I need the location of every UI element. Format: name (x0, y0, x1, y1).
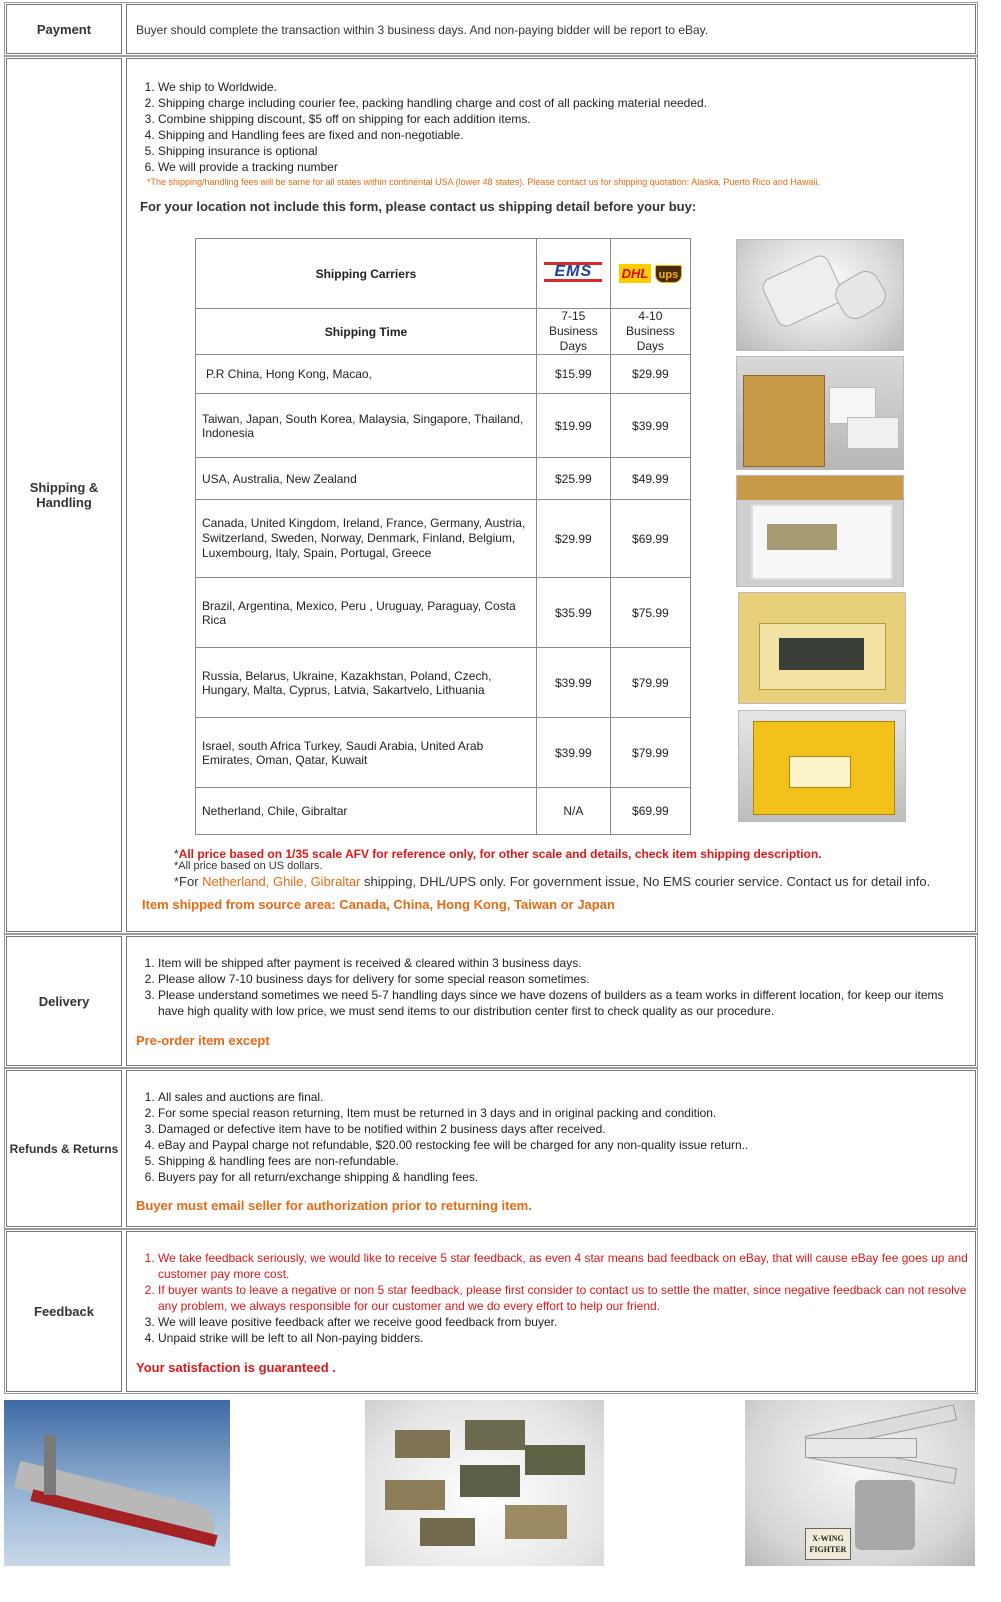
payment-label: Payment (6, 4, 122, 54)
ems-price: $39.99 (536, 718, 610, 788)
packaging-photo-wrapped-model (736, 239, 904, 351)
xwing-placard-line-1: X-WING (812, 1534, 844, 1543)
bubble-wrap-shape (759, 252, 846, 330)
refunds-note: Buyer must email seller for authorization prior to returning item. (136, 1198, 532, 1213)
packaging-photo-open-box (736, 356, 904, 470)
packaging-photo-sealed-box (738, 710, 906, 822)
refunds-label: Refunds & Returns (6, 1070, 122, 1227)
tanks-model-image (365, 1400, 604, 1566)
shipping-table (195, 238, 691, 835)
ems-logo (544, 260, 602, 284)
packaging-photo-box-inner (738, 592, 906, 704)
model-shape (779, 638, 864, 670)
dhl-price: $49.99 (610, 458, 690, 500)
ups-logo-text: ups (658, 268, 679, 281)
refunds-content (126, 1070, 976, 1227)
ems-price: $15.99 (536, 355, 610, 394)
ems-price: N/A (536, 788, 610, 835)
feedback-content (126, 1231, 976, 1392)
shipping-section (4, 56, 978, 934)
ems-price: $29.99 (536, 500, 610, 578)
xwing-placard-line-2: FIGHTER (809, 1545, 847, 1554)
shipping-time-header: Shipping Time (196, 309, 537, 355)
shipping-label: Shipping & Handling (6, 58, 122, 932)
model-shape (767, 524, 837, 550)
region-cell: Russia, Belarus, Ukraine, Kazakhstan, Poland, Czech, Hungary, Malta, Cyprus, Latvia, Sakartvelo, Lithuania (196, 648, 537, 718)
ems-price: $35.99 (536, 578, 610, 648)
region-cell: Brazil, Argentina, Mexico, Peru , Uruguay, Paraguay, Costa Rica (196, 578, 537, 648)
footnote-3-suffix: shipping, DHL/UPS only. For government issue, No EMS courier service. Contact us for detail info. (360, 874, 931, 889)
list-item: 5. Shipping & handling fees are non-refundable. (158, 1153, 965, 1169)
footnote-3 (174, 874, 930, 889)
list-item: 3. Damaged or defective item have to be notified within 2 business days after received. (158, 1121, 965, 1137)
region-cell: Israel, south Africa Turkey, Saudi Arabia, United Arab Emirates, Oman, Qatar, Kuwait (196, 718, 537, 788)
list-item: 1. We take feedback seriously, we would like to receive 5 star feedback, as even 4 star means bad feedback on eBay, that will cause eBay fee goes up and customer pay more cost. (158, 1250, 971, 1282)
list-item: 1. Item will be shipped after payment is received & cleared within 3 business days. (158, 955, 965, 971)
ems-price: $39.99 (536, 648, 610, 718)
list-item: 2. Please allow 7-10 business days for delivery for some special reason sometimes. (158, 971, 965, 987)
list-item: 3. We will leave positive feedback after we receive good feedback from buyer. (158, 1314, 971, 1330)
dhl-price: $75.99 (610, 578, 690, 648)
footnote-1-text: All price based on 1/35 scale AFV for reference only, for other scale and details, check item shipping description. (178, 847, 822, 861)
footnote-2: *All price based on US dollars. (174, 860, 323, 872)
delivery-list (136, 955, 965, 1019)
delivery-note: Pre-order item except (136, 1033, 270, 1048)
dhl-price: $69.99 (610, 500, 690, 578)
feedback-label: Feedback (6, 1231, 122, 1392)
region-cell: P.R China, Hong Kong, Macao, (196, 355, 537, 394)
list-item: 6. We will provide a tracking number (158, 159, 707, 175)
shipping-list (136, 79, 707, 175)
packaging-photo-foam-box (736, 475, 904, 587)
feedback-list (136, 1250, 971, 1346)
list-item: 5. Shipping insurance is optional (158, 143, 707, 159)
payment-section (4, 2, 978, 56)
footnote-3-highlight: Netherland, Ghile, Gibraltar (202, 874, 361, 889)
source-area: Item shipped from source area: Canada, China, Hong Kong, Taiwan or Japan (142, 897, 615, 912)
tank-shape (525, 1445, 585, 1475)
table-row (196, 458, 691, 500)
bubble-wrap-shape (830, 266, 891, 324)
delivery-content (126, 936, 976, 1066)
delivery-label: Delivery (6, 936, 122, 1066)
tank-shape (420, 1518, 475, 1546)
tank-shape (395, 1430, 450, 1458)
list-item: 4. Shipping and Handling fees are fixed and non-negotiable. (158, 127, 707, 143)
feedback-section (4, 1229, 978, 1394)
table-row (196, 578, 691, 648)
list-item: 3. Please understand sometimes we need 5-7 handling days since we have dozens of builders as a team works in different location, for keep our items have high quality with low price, we must send items to our distribution center first to check quality as our procedure. (158, 987, 965, 1019)
xwing-placard (805, 1528, 851, 1560)
table-row (196, 648, 691, 718)
xwing-model-image (745, 1400, 975, 1566)
label-shape (789, 756, 851, 788)
tank-shape (385, 1480, 445, 1510)
region-cell: Netherland, Chile, Gibraltar (196, 788, 537, 835)
contact-line: For your location not include this form, please contact us shipping detail before your buy: (140, 199, 697, 214)
list-item: 6. Buyers pay for all return/exchange shipping & handling fees. (158, 1169, 965, 1185)
tank-shape (460, 1465, 520, 1497)
dhl-ups-logo-cell (610, 239, 690, 309)
battleship-model-image (4, 1400, 230, 1566)
dhl-time: 4-10 Business Days (610, 309, 690, 355)
delivery-section (4, 934, 978, 1068)
ups-logo (655, 265, 683, 283)
dhl-logo-text: DHL (621, 266, 649, 281)
dhl-price: $69.99 (610, 788, 690, 835)
table-row (196, 394, 691, 458)
table-row (196, 718, 691, 788)
payment-content (126, 4, 976, 54)
ems-price: $25.99 (536, 458, 610, 500)
refunds-section (4, 1068, 978, 1229)
table-row (196, 500, 691, 578)
list-item: 4. Unpaid strike will be left to all Non-paying bidders. (158, 1330, 971, 1346)
dhl-price: $79.99 (610, 718, 690, 788)
xwing-stand (855, 1480, 915, 1550)
feedback-note: Your satisfaction is guaranteed . (136, 1360, 336, 1375)
dhl-price: $79.99 (610, 648, 690, 718)
dhl-logo (619, 264, 652, 283)
tank-shape (465, 1420, 525, 1450)
carriers-header: Shipping Carriers (196, 239, 537, 309)
ems-price: $19.99 (536, 394, 610, 458)
list-item: 3. Combine shipping discount, $5 off on shipping for each addition items. (158, 111, 707, 127)
footnote-1 (174, 847, 822, 861)
list-item: 4. eBay and Paypal charge not refundable, $20.00 restocking fee will be charged for any non-quality issue return.. (158, 1137, 965, 1153)
region-cell: Taiwan, Japan, South Korea, Malaysia, Singapore, Thailand, Indonesia (196, 394, 537, 458)
shipping-note: *The shipping/handling fees will be same for all states within continental USA (lower 48 states). Please contact us for shipping quotation: Alaska, Puerto Rico and Hawaii. (147, 177, 820, 187)
payment-text: Buyer should complete the transaction within 3 business days. And non-paying bidder will be report to eBay. (136, 23, 709, 37)
ship-superstructure (44, 1435, 56, 1495)
list-item: 1. We ship to Worldwide. (158, 79, 707, 95)
table-row (196, 788, 691, 835)
dhl-price: $29.99 (610, 355, 690, 394)
list-item: 2. If buyer wants to leave a negative or non 5 star feedback, please first consider to contact us to settle the matter, since negative feedback can not resolve any problem, we always responsible for our customer and we do every effort to help our friend. (158, 1282, 971, 1314)
footnote-1-prefix: * (174, 847, 179, 861)
list-item: 1. All sales and auctions are final. (158, 1089, 965, 1105)
list-item: 2. For some special reason returning, Item must be returned in 3 days and in original packing and condition. (158, 1105, 965, 1121)
region-cell: USA, Australia, New Zealand (196, 458, 537, 500)
dhl-price: $39.99 (610, 394, 690, 458)
table-row (196, 355, 691, 394)
ems-logo-text: EMS (554, 263, 593, 280)
shipping-content (126, 58, 976, 932)
ems-time: 7-15 Business Days (536, 309, 610, 355)
xwing-fuselage (805, 1438, 917, 1458)
box-shape (743, 375, 825, 467)
tank-shape (505, 1505, 567, 1539)
list-item: 2. Shipping charge including courier fee, packing handling charge and cost of all packing material needed. (158, 95, 707, 111)
region-cell: Canada, United Kingdom, Ireland, France, Germany, Austria, Switzerland, Sweden, Norway, Denmark, Finland, Belgium, Luxembourg, Italy, Spain, Portugal, Greece (196, 500, 537, 578)
footnote-3-prefix: *For (174, 874, 203, 889)
foam-shape (847, 417, 899, 449)
refunds-list (136, 1089, 965, 1185)
ems-logo-cell (536, 239, 610, 309)
